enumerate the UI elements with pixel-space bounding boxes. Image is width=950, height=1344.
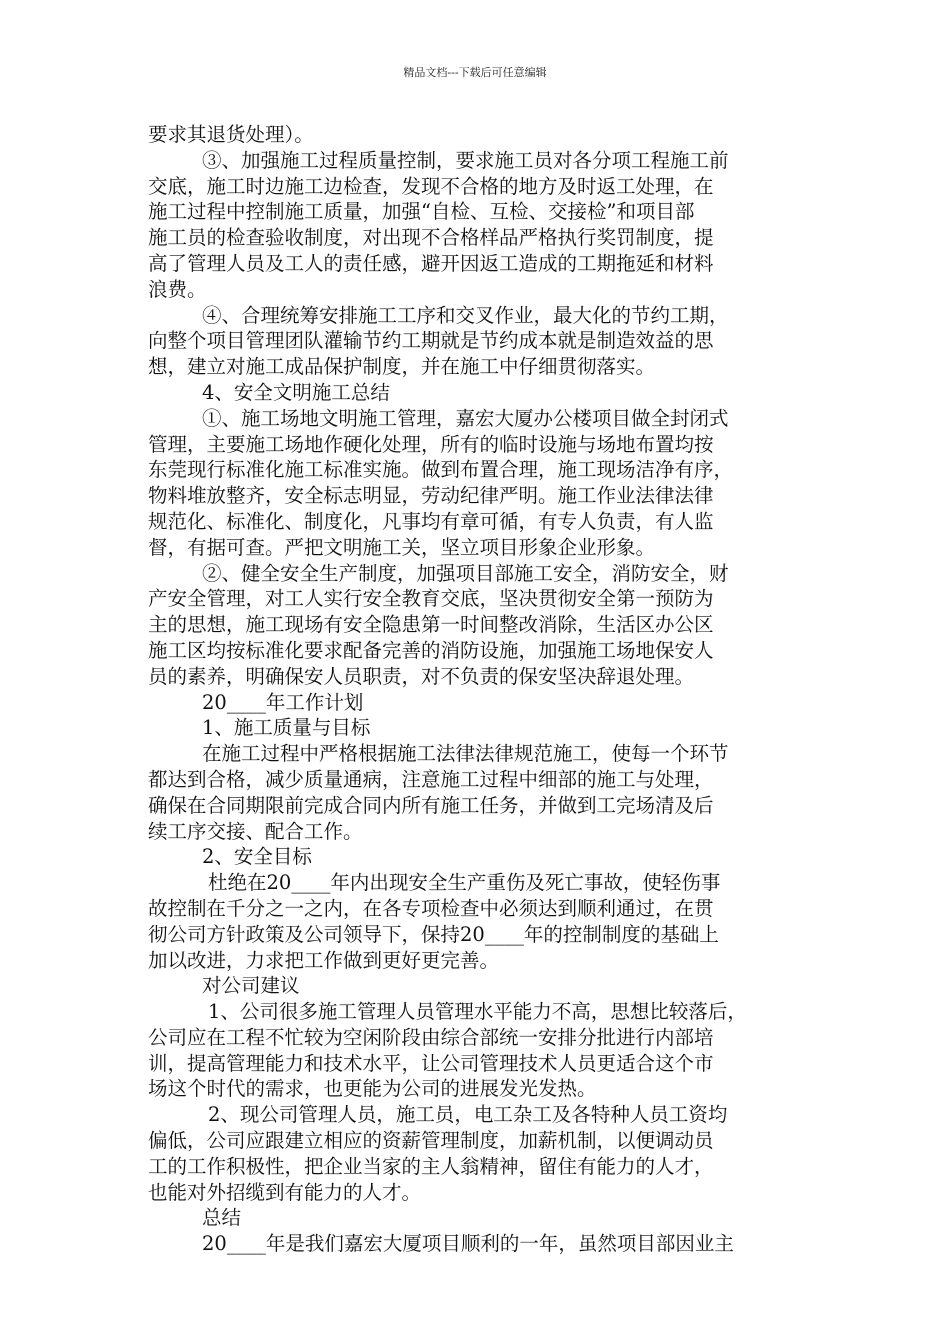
- text-line: 施工员的检查验收制度，对出现不合格样品严格执行奖罚制度，提: [148, 226, 714, 250]
- text-line: 想，建立对施工成品保护制度，并在施工中仔细贯彻落实。: [148, 355, 656, 379]
- text-line: 员的素养，明确保安人员职责，对不负责的保安坚决辞退处理。: [148, 664, 695, 688]
- section-heading: 对公司建议: [202, 974, 300, 998]
- text-line: 彻公司方针政策及公司领导下，保持20____年的控制制度的基础上: [148, 922, 719, 946]
- section-heading: 20____年工作计划: [202, 690, 364, 714]
- section-heading: 2、安全目标: [202, 845, 312, 869]
- paragraph-start: 20____年是我们嘉宏大厦项目顺利的一年，虽然项目部因业主: [202, 1232, 734, 1256]
- paragraph-start: 在施工过程中严格根据施工法律法律规范施工，使每一个环节: [202, 742, 729, 766]
- text-line: 训，提高管理能力和技术水平，让公司管理技术人员更适合这个市: [148, 1051, 714, 1075]
- text-line: 产安全管理，对工人实行安全教育交底，坚决贯彻安全第一预防为: [148, 587, 714, 611]
- paragraph-start: ①、施工场地文明施工管理，嘉宏大厦办公楼项目做全封闭式: [202, 406, 729, 430]
- paragraph-start: ②、健全安全生产制度，加强项目部施工安全，消防安全，财: [202, 561, 729, 585]
- text-line: 施工区均按标准化要求配备完善的消防设施，加强施工场地保安人: [148, 638, 714, 662]
- text-line: 东莞现行标准化施工标准实施。做到布置合理，施工现场洁净有序，: [148, 458, 734, 482]
- text-line: 物料堆放整齐，安全标志明显，劳动纪律严明。施工作业法律法律: [148, 484, 714, 508]
- document-body: [148, 122, 808, 1257]
- text-line: 确保在合同期限前完成合同内所有施工任务，并做到工完场清及后: [148, 793, 714, 817]
- paragraph-start: ③、加强施工过程质量控制，要求施工员对各分项工程施工前: [202, 148, 729, 172]
- paragraph-start: 2、现公司管理人员，施工员，电工杂工及各特种人员工资均: [208, 1103, 728, 1127]
- text-line: 交底，施工时边施工边检查，发现不合格的地方及时返工处理，在: [148, 174, 714, 198]
- paragraph-start: ④、合理统筹安排施工工序和交叉作业，最大化的节约工期，: [202, 303, 729, 327]
- text-line: 施工过程中控制施工质量，加强“自检、互检、交接检”和项目部: [148, 200, 695, 224]
- text-line: 管理，主要施工场地作硬化处理，所有的临时设施与场地布置均按: [148, 432, 714, 456]
- text-line: 加以改进，力求把工作做到更好更完善。: [148, 948, 500, 972]
- text-line: 故控制在千分之一之内，在各专项检查中必须达到顺利通过，在贯: [148, 896, 714, 920]
- text-line: 也能对外招缆到有能力的人才。: [148, 1180, 422, 1204]
- text-line: 向整个项目管理团队灌输节约工期就是节约成本就是制造效益的思: [148, 329, 714, 353]
- text-line: 续工序交接、配合工作。: [148, 819, 363, 843]
- section-heading: 4、安全文明施工总结: [202, 380, 390, 404]
- paragraph-start: 杜绝在20____年内出现安全生产重伤及死亡事故，使轻伤事: [208, 871, 721, 895]
- text-line: 公司应在工程不忙较为空闲阶段由综合部统一安排分批进行内部培: [148, 1025, 714, 1049]
- section-heading: 总结: [202, 1206, 242, 1230]
- text-line: 场这个时代的需求，也更能为公司的进展发光发热。: [148, 1077, 597, 1101]
- text-line: 浪费。: [148, 277, 207, 301]
- text-line: 主的思想，施工现场有安全隐患第一时间整改消除，生活区办公区: [148, 613, 714, 637]
- text-line: 都达到合格，减少质量通病，注意施工过程中细部的施工与处理，: [148, 767, 714, 791]
- text-line: 高了管理人员及工人的责任感，避开因返工造成的工期拖延和材料: [148, 251, 714, 275]
- text-line: 工的工作积极性，把企业当家的主人翁精神，留住有能力的人才，: [148, 1154, 714, 1178]
- page-header: 精品文档---下载后可任意编辑: [403, 66, 547, 79]
- paragraph-start: 1、公司很多施工管理人员管理水平能力不高，思想比较落后，: [208, 1000, 747, 1024]
- text-line: 偏低，公司应跟建立相应的资薪管理制度，加薪机制，以便调动员: [148, 1129, 714, 1153]
- text-line: 规范化、标准化、制度化，凡事均有章可循，有专人负责，有人监: [148, 509, 714, 533]
- text-line: 督，有据可查。严把文明施工关，坚立项目形象企业形象。: [148, 535, 656, 559]
- section-heading: 1、施工质量与目标: [202, 716, 371, 740]
- text-line: 要求其退货处理）。: [148, 123, 314, 146]
